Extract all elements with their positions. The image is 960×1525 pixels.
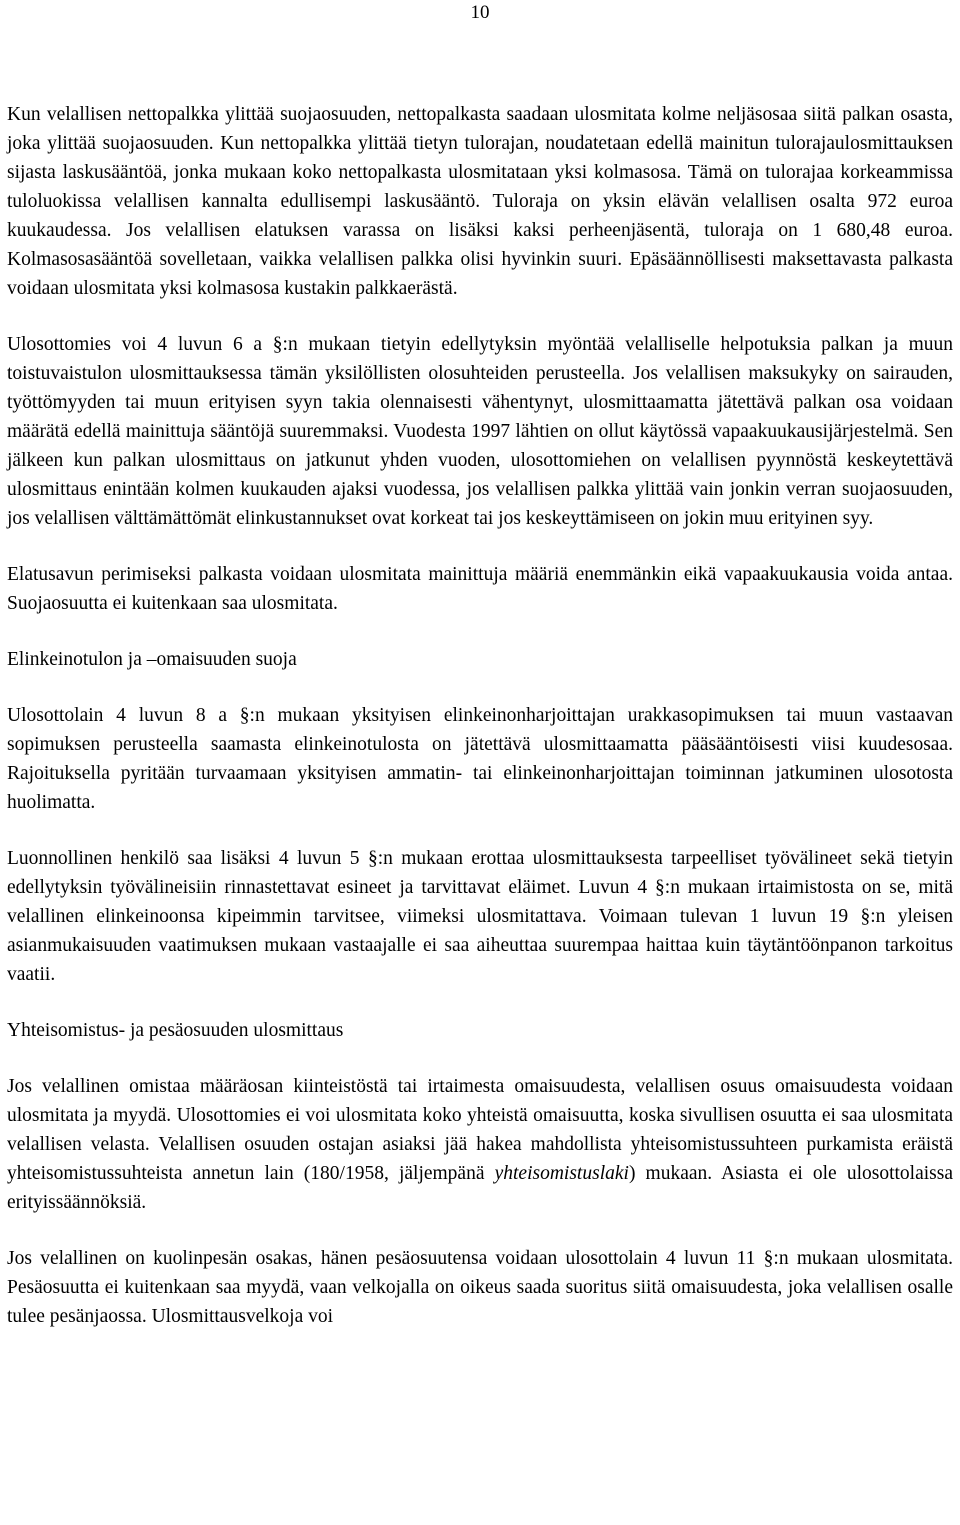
paragraph-tools: Luonnollinen henkilö saa lisäksi 4 luvun 5 §:n mukaan erottaa ulosmittauksesta tarpeelliset työvälineet sekä tietyin edellytyksin työvälineisiin rinnastettavat esineet ja tarvittavat eläimet. Luvun 4 §:n mukaan irtaimistosta on se, mitä velallinen elinkeinoonsa kipeimmin tarvitsee, viimeksi ulosmitattava. Voimaan tulevan 1 luvun 19 §:n yleisen asianmukaisuuden vaatimuksen mukaan vastaajalle ei saa aiheuttaa suurempaa haittaa kuin täytäntöönpanon tarkoitus vaatii. xyxy=(7,848,953,985)
heading-business-income: Elinkeinotulon ja –omaisuuden suoja xyxy=(7,649,297,670)
page-number: 10 xyxy=(470,2,490,23)
document-body xyxy=(7,100,953,1358)
paragraph-estate-share: Jos velallinen on kuolinpesän osakas, hänen pesäosuutensa voidaan ulosottolain 4 luvun 11 §:n mukaan ulosmitata. Pesäosuutta ei kuitenkaan saa myydä, vaan velkojalla on oikeus saada suoritus siitä omaisuudesta, joka velallisen osalle tulee pesänjaossa. Ulosmittausvelkoja voi xyxy=(7,1248,953,1327)
paragraph-relief: Ulosottomies voi 4 luvun 6 a §:n mukaan tietyin edellytyksin myöntää velalliselle helpotuksia palkan ja muun toistuvaistulon ulosmittauksessa tämän yksilöllisten olosuhteiden perusteella. Jos velallisen maksukyky on sairauden, työttömyyden tai muun erityisen syyn takia olennaisesti vähentynyt, ulosmittaamatta jätettävä palkan osa voidaan määrätä edellä mainittuja sääntöjä suuremmaksi. Vuodesta 1997 lähtien on ollut käytössä vapaakuukausijärjestelmä. Sen jälkeen kun palkan ulosmittaus on jatkunut yhden vuoden, ulosottomiehen on velallisen pyynnöstä keskeytettävä ulosmittaus enintään kolmen kuukauden ajaksi vuodessa, jos velallisen palkka ylittää vain jonkin verran suojaosuuden, jos velallisen välttämättömät elinkustannukset ovat korkeat tai jos keskeyttämiseen on jokin muu erityinen syy. xyxy=(7,334,953,529)
paragraph-co-ownership xyxy=(7,1072,953,1217)
paragraph-co-ownership-text-1: Jos velallinen omistaa määräosan kiinteistöstä tai irtaimesta omaisuudesta, velallisen osuus omaisuudesta voidaan ulosmitata ja myydä. Ulosottomies ei voi ulosmitata koko yhteistä omaisuutta, koska sivullisen osuutta ei saa ulosmitata velallisen velasta. Velallisen osuuden ostajan asiaksi jää hakea mahdollista yhteisomistussuhteen purkamista eräistä yhteisomistussuhteista annetun lain (180/1958, jäljempänä xyxy=(7,1076,953,1184)
paragraph-net-salary: Kun velallisen nettopalkka ylittää suojaosuuden, nettopalkasta saadaan ulosmitata kolme neljäsosaa siitä palkan osasta, joka ylittää suojaosuuden. Kun nettopalkka ylittää tietyn tulorajan, noudatetaan edellä mainitun tulorajaulosmittauksen sijasta laskusääntöä, jonka mukaan koko nettopalkasta ulosmitataan yksi kolmasosa. Tämä on tulorajaa korkeammissa tuloluokissa velallisen kannalta edullisempi laskusääntö. Tuloraja on yksin elävän velallisen osalta 972 euroa kuukaudessa. Jos velallisen elatuksen varassa on lisäksi kaksi perheenjäsentä, tuloraja on 1 680,48 euroa. Kolmasosasääntöä sovelletaan, vaikka velallisen palkka olisi hyvinkin suuri. Epäsäännöllisesti maksettavasta palkasta voidaan ulosmitata yksi kolmasosa kustakin palkkaerästä. xyxy=(7,104,953,299)
paragraph-maintenance: Elatusavun perimiseksi palkasta voidaan ulosmitata mainittuja määriä enemmänkin eikä vapaakuukausia voida antaa. Suojaosuutta ei kuitenkaan saa ulosmitata. xyxy=(7,564,953,614)
law-name-italic: yhteisomistuslaki xyxy=(494,1163,629,1184)
paragraph-co-ownership-text-2: ) mukaan. Asiasta ei ole ulosottolaissa erityissäännöksiä. xyxy=(7,1163,953,1213)
heading-co-ownership: Yhteisomistus- ja pesäosuuden ulosmittaus xyxy=(7,1020,344,1041)
paragraph-business-income: Ulosottolain 4 luvun 8 a §:n mukaan yksityisen elinkeinonharjoittajan urakkasopimuksen tai muun vastaavan sopimuksen perusteella saamasta elinkeinotulosta on jätettävä ulosmittaamatta pääsääntöisesti viisi kuudesosaa. Rajoituksella pyritään turvaamaan yksityisen ammatin- tai elinkeinonharjoittajan toiminnan jatkuminen ulosotosta huolimatta. xyxy=(7,705,953,813)
